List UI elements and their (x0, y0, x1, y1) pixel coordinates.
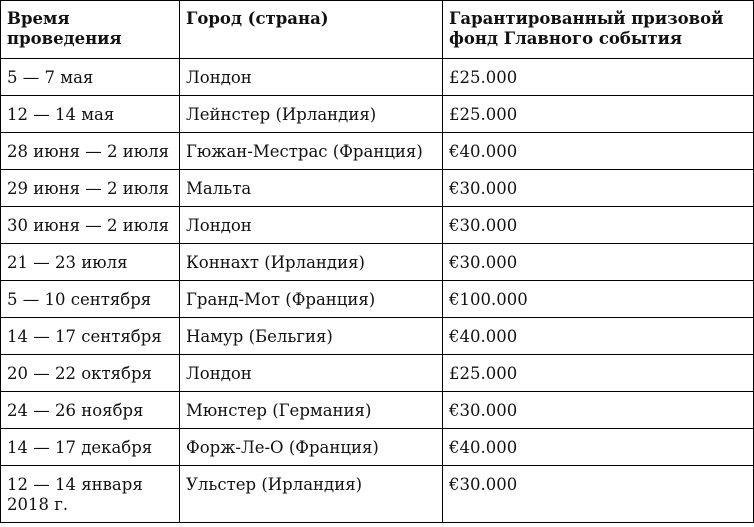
cell-date: 30 июня — 2 июля (1, 207, 180, 244)
table-row (1, 281, 754, 318)
cell-date: 5 — 10 сентября (1, 281, 180, 318)
cell-prize: £25.000 (443, 96, 754, 133)
table-row (1, 392, 754, 429)
table-row (1, 466, 754, 523)
table-row (1, 96, 754, 133)
table-row (1, 244, 754, 281)
cell-prize: €30.000 (443, 466, 754, 523)
table-row (1, 355, 754, 392)
cell-date: 29 июня — 2 июля (1, 170, 180, 207)
cell-date: 20 — 22 октября (1, 355, 180, 392)
table-row (1, 59, 754, 96)
cell-city: Намур (Бельгия) (180, 318, 443, 355)
cell-city: Форж-Ле-О (Франция) (180, 429, 443, 466)
cell-prize: €30.000 (443, 244, 754, 281)
cell-date: 12 — 14 января 2018 г. (1, 466, 180, 523)
cell-prize: €30.000 (443, 392, 754, 429)
cell-date: 14 — 17 сентября (1, 318, 180, 355)
cell-date: 28 июня — 2 июля (1, 133, 180, 170)
cell-date: 21 — 23 июля (1, 244, 180, 281)
cell-city: Гюжан-Местрас (Франция) (180, 133, 443, 170)
cell-date: 5 — 7 мая (1, 59, 180, 96)
cell-city: Лондон (180, 59, 443, 96)
cell-date: 24 — 26 ноября (1, 392, 180, 429)
cell-prize: €40.000 (443, 133, 754, 170)
cell-date: 12 — 14 мая (1, 96, 180, 133)
cell-prize: €40.000 (443, 318, 754, 355)
cell-city: Лондон (180, 207, 443, 244)
table-header-row (1, 1, 754, 59)
header-prize-fund: Гарантированный призовой фонд Главного события (443, 1, 754, 59)
cell-prize: €30.000 (443, 207, 754, 244)
table-row (1, 133, 754, 170)
cell-date: 14 — 17 декабря (1, 429, 180, 466)
cell-prize: £25.000 (443, 355, 754, 392)
table-row (1, 429, 754, 466)
cell-prize: €30.000 (443, 170, 754, 207)
cell-city: Лондон (180, 355, 443, 392)
cell-prize: €40.000 (443, 429, 754, 466)
cell-prize: €100.000 (443, 281, 754, 318)
cell-city: Мюнстер (Германия) (180, 392, 443, 429)
cell-city: Ульстер (Ирландия) (180, 466, 443, 523)
header-city: Город (страна) (180, 1, 443, 59)
cell-city: Коннахт (Ирландия) (180, 244, 443, 281)
cell-city: Лейнстер (Ирландия) (180, 96, 443, 133)
table-row (1, 318, 754, 355)
table-row (1, 170, 754, 207)
cell-prize: £25.000 (443, 59, 754, 96)
header-date: Время проведения (1, 1, 180, 59)
cell-city: Гранд-Мот (Франция) (180, 281, 443, 318)
cell-city: Мальта (180, 170, 443, 207)
table-row (1, 207, 754, 244)
